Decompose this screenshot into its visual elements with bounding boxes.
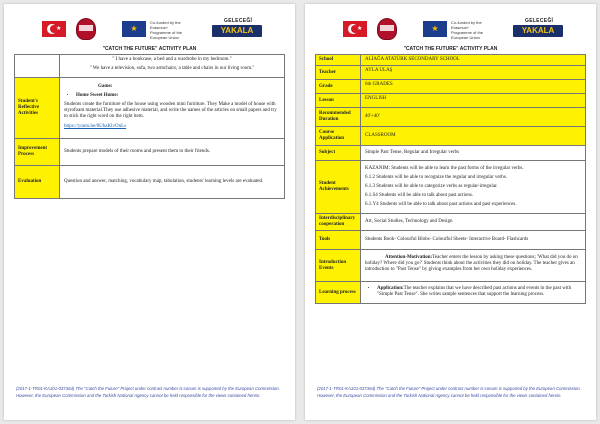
header-logos <box>343 18 563 42</box>
row-label-achievements: Student Achievements <box>316 161 361 214</box>
row-label-improvement: Improvement Process <box>15 139 60 166</box>
row-label-duration: Recommended Duration <box>316 108 361 127</box>
example-quote: " I have a bookcase, a bed and a wardrobe in my bedroom." <box>112 57 232 62</box>
plan-title: "CATCH THE FUTURE" ACTIVITY PLAN <box>102 46 197 52</box>
activity-plan-table <box>315 54 586 304</box>
subject-value: Simple Past Tense, Regular and Irregular verbs <box>361 146 586 161</box>
achievement-item: 6.1.S4 Students will be able to talk about past actions. <box>365 193 474 198</box>
eu-flag-logo: ★ <box>423 21 447 37</box>
achievement-item: KAZANIM: Students will be able to learn the past forms of the irregular verbs. <box>365 166 524 171</box>
document-page-right <box>305 4 596 420</box>
achievement-item: 6.1.3 Students will be able to categorize verbs as regular-irregular. <box>365 184 498 189</box>
game-description: Students create the furniture of the house using wooden mini furniture. They Make a model of house with styrofoam material.They use adhesive material, and write the names of the articles on small papers and try to stick the right word on the right item. <box>64 102 277 119</box>
row-label-lesson: Lesson <box>316 94 361 108</box>
document-page-left <box>4 4 295 420</box>
intro-heading: Attention-Motivation: <box>385 255 433 260</box>
table-row <box>15 55 285 78</box>
video-link[interactable]: https://youtu.be/8UhaKlvOnLs <box>64 124 127 129</box>
turkish-flag-logo: ★ <box>42 21 66 37</box>
eu-flag-logo: ★ <box>122 21 146 37</box>
intro-text: Teacher enters the lesson by asking these questions; 'What did you do on holiday? Where did you go?' Students think about the activities they did on holiday. The teacher gives an introduction to "Past Tense" by giving examples from her own holiday experiences. <box>365 255 578 272</box>
row-label-tools: Tools <box>316 231 361 250</box>
application-value: CLASSROOM <box>361 127 586 146</box>
example-quote: " We have a television, sofa, two armchairs, a table and chairs in our living room." <box>89 66 255 71</box>
row-label-introduction: Introduction Events <box>316 250 361 282</box>
project-logo: GELECEĞİ YAKALA <box>212 18 262 38</box>
footer-disclaimer: (2017-1-TR01-KA101-037364) The "Catch the Future" Project under contract number is:conum is supported by the European Commission. However, the European Commission and the Turkish National Agency cannot be held responsible for the views contained herein. <box>16 386 280 398</box>
table-row <box>316 282 586 304</box>
table-row <box>316 127 586 146</box>
achievement-item: 6.1.Y4 Students will be able to talk about past actions and past experiences. <box>365 202 517 207</box>
lesson-value: ENGLISH <box>361 94 586 108</box>
eu-cofunded-text: Co-funded by the Erasmus+ Programme of the European Union <box>451 20 484 40</box>
row-label-reflective: Student's Reflective Activities <box>15 78 60 139</box>
table-row <box>15 139 285 166</box>
row-label-application: Course Application <box>316 127 361 146</box>
learning-heading: Application: <box>377 286 404 291</box>
table-row <box>316 250 586 282</box>
footer-disclaimer: (2017-1-TR01-KA101-037364) The "Catch the Future" Project under contract number is:conum is supported by the European Commission. However, the European Commission and the Turkish National Agency cannot be held responsible for the views contained herein. <box>317 386 581 398</box>
learning-text: The teacher explains that we have described past actions and events in the past with "Simple Past Tense". She writes sample sentences that support the learning process. <box>377 286 572 297</box>
duration-value: 40'+40' <box>361 108 586 127</box>
interdisciplinary-value: Art, Social Studies, Technology and Design <box>361 214 586 231</box>
table-row <box>316 94 586 108</box>
school-crest-logo <box>377 18 397 40</box>
eu-cofunded-text: Co-funded by the Erasmus+ Programme of the European Union <box>150 20 183 40</box>
improvement-text: Students prepare models of their rooms and present them to their friends. <box>60 139 285 166</box>
evaluation-text: Question and answer, matching, vocabulary map, tabulation, students' learning levels are evaluated. <box>60 166 285 199</box>
row-label-teacher: Teacher <box>316 66 361 80</box>
row-label-evaluation: Evaluation <box>15 166 60 199</box>
table-row <box>316 146 586 161</box>
row-label-interdisciplinary: Interdisciplinary cooperation <box>316 214 361 231</box>
table-row <box>316 231 586 250</box>
project-logo: GELECEĞİ YAKALA <box>513 18 563 38</box>
activity-plan-table <box>14 54 285 199</box>
table-row <box>316 161 586 214</box>
grade-value: 6th GRADES <box>361 80 586 94</box>
game-label: Game: <box>98 84 113 89</box>
table-row <box>316 66 586 80</box>
tools-value: Students Book- Colourful Blobs- Colourful Sheets- Interactive Board- Flashcards <box>361 231 586 250</box>
header-logos <box>42 18 262 42</box>
row-label-learning: Learning process <box>316 282 361 304</box>
achievement-item: 6.1.2 Students will be able to recognize the regular and irregular verbs. <box>365 175 507 180</box>
game-name: • Home Sweet Home: <box>76 93 280 99</box>
table-row <box>15 78 285 139</box>
row-label-subject: Subject <box>316 146 361 161</box>
table-row <box>316 108 586 127</box>
turkish-flag-logo: ★ <box>343 21 367 37</box>
table-row <box>316 214 586 231</box>
table-row <box>316 80 586 94</box>
table-row <box>316 55 586 66</box>
plan-title: "CATCH THE FUTURE" ACTIVITY PLAN <box>403 46 498 52</box>
row-label-school: School <box>316 55 361 66</box>
table-row <box>15 166 285 199</box>
school-value: ALİAĞA ATATÜRK SECONDARY SCHOOL <box>361 55 586 66</box>
school-crest-logo <box>76 18 96 40</box>
row-label-grade: Grade <box>316 80 361 94</box>
teacher-value: AYLA ULAŞ <box>361 66 586 80</box>
